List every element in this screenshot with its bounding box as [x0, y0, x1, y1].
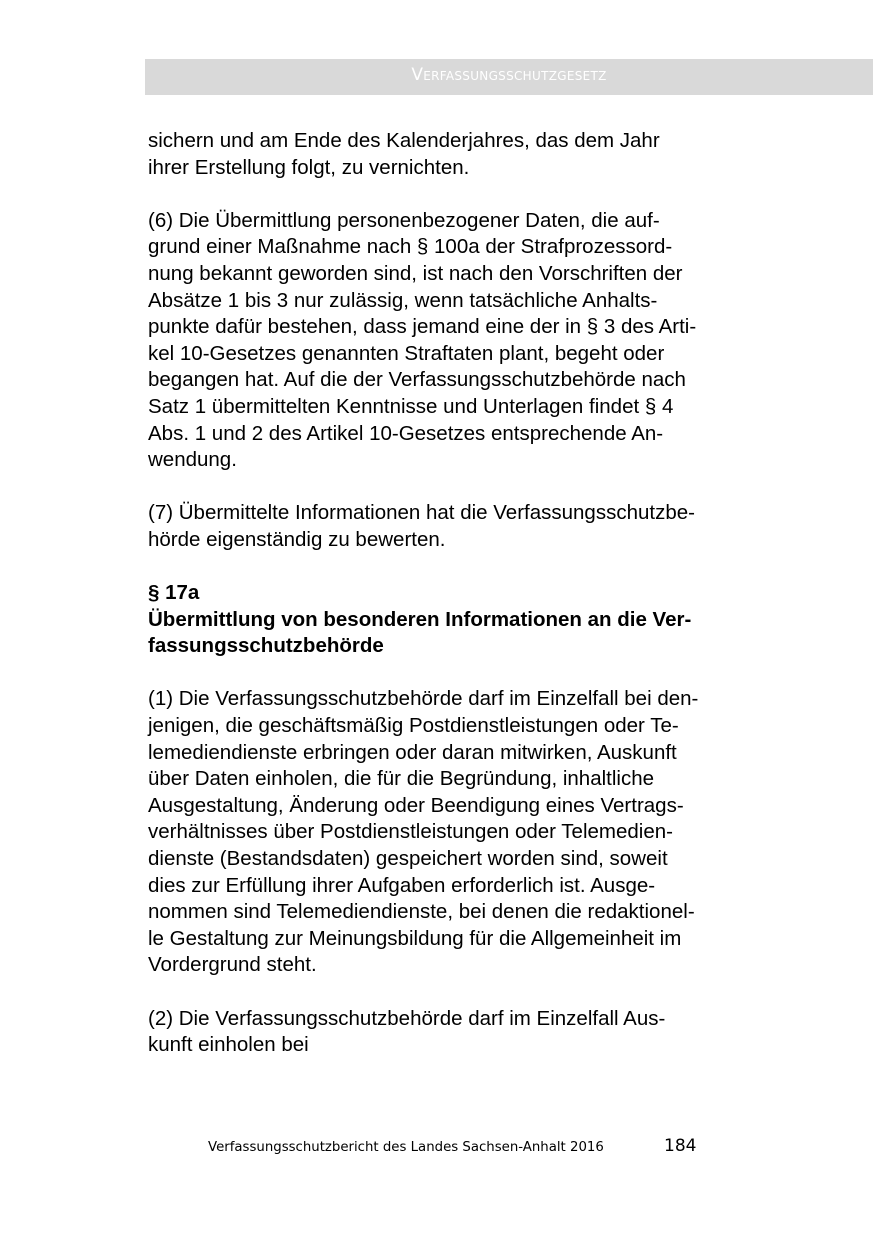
text-line: ihrer Erstellung folgt, zu vernichten.	[148, 155, 470, 179]
section-title-line: Übermittlung von besonderen Informationen an die Ver-	[148, 607, 692, 631]
text-line: dies zur Erfüllung ihrer Aufgaben erforderlich ist. Ausge-	[148, 873, 656, 897]
text-line: verhältnisses über Postdienstleistungen oder Telemedien-	[148, 820, 673, 844]
text-line: kel 10-Gesetzes genannten Straftaten plant, begeht oder	[148, 341, 665, 365]
text-line: grund einer Maßnahme nach § 100a der Strafprozessord-	[148, 235, 673, 259]
paragraph-6	[148, 208, 768, 474]
text-line: Abs. 1 und 2 des Artikel 10-Gesetzes entsprechende An-	[148, 421, 664, 445]
text-line: Vordergrund steht.	[148, 953, 317, 977]
text-line: (6) Die Übermittlung personenbezogener Daten, die auf-	[148, 208, 660, 232]
running-header	[145, 59, 873, 95]
text-line: punkte dafür bestehen, dass jemand eine der in § 3 des Arti-	[148, 315, 697, 339]
text-line: le Gestaltung zur Meinungsbildung für die Allgemeinheit im	[148, 926, 682, 950]
section-title-line: fassungsschutzbehörde	[148, 634, 384, 658]
text-line: Absätze 1 bis 3 nur zulässig, wenn tatsächliche Anhalts-	[148, 288, 658, 312]
text-line: über Daten einholen, die für die Begründung, inhaltliche	[148, 767, 655, 791]
section-paragraph-2	[148, 1006, 768, 1059]
footer-publication-title: Verfassungsschutzbericht des Landes Sachsen-Anhalt 2016	[208, 1140, 604, 1155]
text-line: (1) Die Verfassungsschutzbehörde darf im Einzelfall bei den-	[148, 687, 699, 711]
text-line: (7) Übermittelte Informationen hat die Verfassungsschutzbe-	[148, 501, 695, 525]
text-line: jenigen, die geschäftsmäßig Postdienstleistungen oder Te-	[148, 714, 679, 738]
text-line: hörde eigenständig zu bewerten.	[148, 527, 446, 551]
text-line: Ausgestaltung, Änderung oder Beendigung eines Vertrags-	[148, 793, 684, 817]
text-line: sichern und am Ende des Kalenderjahres, das dem Jahr	[148, 129, 660, 152]
running-header-title: Verfassungsschutzgesetz	[411, 65, 607, 85]
text-line: nung bekannt geworden sind, ist nach den Vorschriften der	[148, 261, 683, 285]
page-number: 184	[664, 1136, 697, 1156]
section-heading	[148, 580, 768, 660]
section-number: § 17a	[148, 581, 200, 605]
text-line: lemediendienste erbringen oder daran mitwirken, Auskunft	[148, 740, 677, 764]
text-line: wendung.	[148, 448, 237, 472]
paragraph-continuation	[148, 128, 768, 181]
paragraph-7	[148, 500, 768, 553]
text-line: nommen sind Telemediendienste, bei denen die redaktionel-	[148, 900, 695, 924]
text-line: kunft einholen bei	[148, 1033, 309, 1057]
text-line: Satz 1 übermittelten Kenntnisse und Unterlagen findet § 4	[148, 394, 674, 418]
text-line: begangen hat. Auf die der Verfassungsschutzbehörde nach	[148, 368, 686, 392]
document-body	[148, 128, 768, 1085]
text-line: (2) Die Verfassungsschutzbehörde darf im Einzelfall Aus-	[148, 1006, 666, 1030]
text-line: dienste (Bestandsdaten) gespeichert worden sind, soweit	[148, 847, 668, 871]
section-paragraph-1	[148, 686, 768, 979]
